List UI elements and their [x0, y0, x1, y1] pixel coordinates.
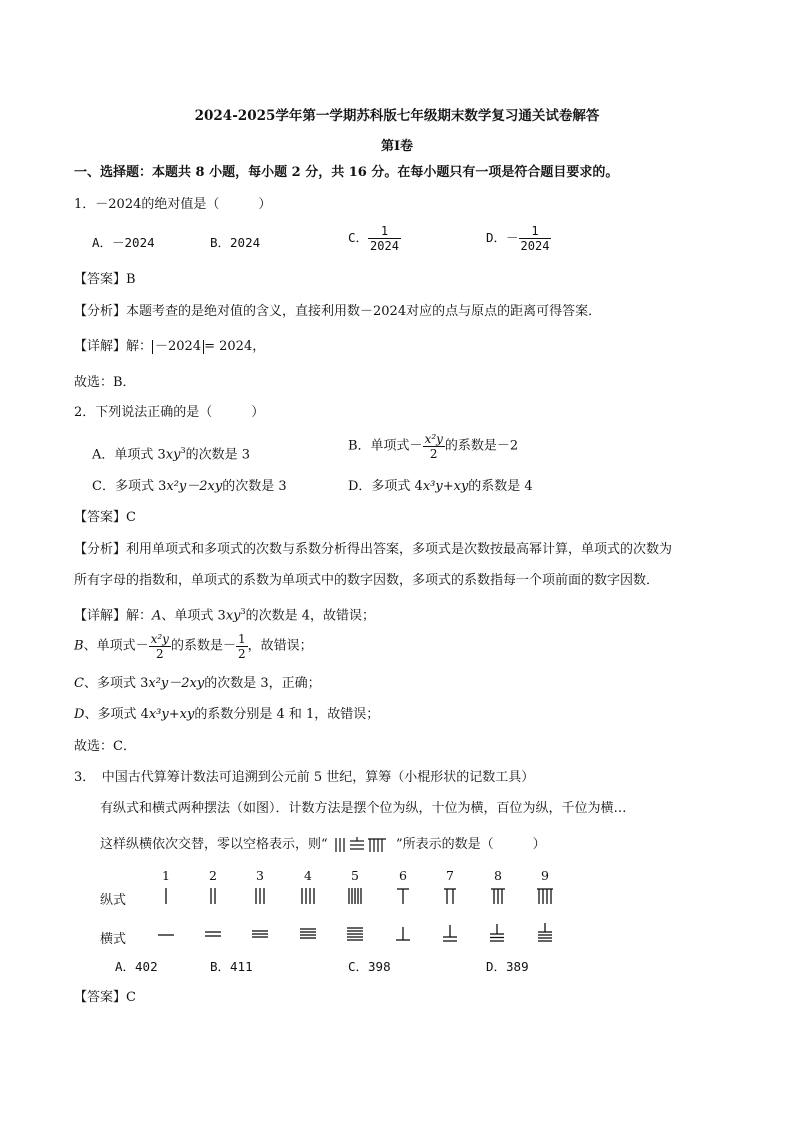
q2-option-d-expr: x³y+xy — [422, 479, 469, 494]
page-subtitle: 第Ⅰ卷 — [380, 139, 414, 154]
q1-option-c — [348, 224, 401, 253]
q2-detail-d-letter: D — [74, 707, 85, 722]
q2-detail-b-post: ，故错误； — [247, 638, 313, 654]
q1-option-d — [486, 224, 551, 253]
horizontal-rod-glyphs — [0, 922, 794, 952]
q2-option-d — [348, 478, 533, 496]
q2-option-b-pre: B．单项式－ — [348, 438, 423, 454]
fraction-numerator: x²y — [424, 432, 443, 446]
q3-stem-line2: 有纵式和横式两种摆法（如图）．计数方法是摆个位为纵，十位为横，百位为纵，千位为横… — [100, 801, 627, 816]
q2-stem: 2．下列说法正确的是（ ） — [74, 405, 265, 420]
q2-analysis-line1: 【分析】利用单项式和多项式的次数与系数分析得出答案，多项式是次数按最高幂计算，单项式的次数为 — [74, 542, 673, 557]
q1-option-c-prefix: C． — [348, 230, 369, 245]
q1-option-b: B．2024 — [210, 235, 261, 250]
q2-detail-c-letter: C — [74, 676, 84, 691]
q2-detail-a-var: xy — [225, 608, 241, 624]
q2-detail-c-mid: 、多项式 3 — [83, 676, 149, 691]
q2-detail-a-post: 的次数是 4，故错误； — [245, 608, 375, 624]
q2-detail-b-mid: 、单项式－ — [83, 638, 149, 654]
q2-choose: 故选：C． — [74, 739, 136, 754]
q3-option-d: D．389 — [486, 959, 529, 974]
q2-detail-c-expr: x²y－2xy — [148, 676, 205, 691]
table-header-number: 1 — [162, 868, 170, 883]
q2-option-a-pre: A．单项式 3 — [92, 447, 166, 463]
q2-option-b — [348, 432, 518, 461]
q2-option-c-expr: x²y－2xy — [166, 479, 223, 494]
q2-option-a-exp: 3 — [180, 446, 186, 455]
fraction-numerator: x²y — [150, 632, 169, 646]
q2-detail-c-post: 的次数是 3，正确； — [204, 676, 321, 691]
page-title: 2024-2025学年第一学期苏科版七年级期末数学复习通关试卷解答 — [194, 108, 600, 124]
q2-detail-a — [74, 603, 375, 625]
vertical-rod-glyphs — [0, 884, 794, 914]
q3-stem-line3 — [100, 836, 546, 854]
q2-option-c — [92, 478, 287, 496]
q1-detail-prefix: 【详解】解： — [74, 339, 153, 354]
q1-answer: 【答案】B — [74, 272, 136, 287]
table-header-number: 9 — [541, 868, 549, 883]
q2-detail-d-expr: x³y+xy — [148, 707, 195, 722]
q2-detail-b-fraction2 — [236, 632, 248, 661]
rod-numeral-icon — [332, 837, 392, 853]
q2-option-c-post: 的次数是 3 — [222, 479, 287, 494]
fraction-numerator: 1 — [531, 224, 539, 238]
table-header-number: 6 — [399, 868, 407, 883]
fraction-denominator: 2 — [423, 446, 445, 461]
q2-detail-a-exp: 3 — [240, 607, 246, 616]
q1-stem: 1．－2024的绝对值是（ ） — [74, 197, 272, 212]
q2-option-b-post: 的系数是－2 — [444, 438, 519, 454]
q2-detail-d — [74, 706, 379, 724]
fraction-denominator: 2024 — [370, 239, 399, 253]
q1-detail-suffix: = 2024， — [204, 339, 266, 354]
q2-option-d-post: 的系数是 4 — [468, 479, 533, 494]
fraction-denominator: 2 — [237, 647, 246, 661]
table-header-number: 2 — [209, 868, 217, 883]
q2-detail-b — [74, 632, 313, 661]
q2-option-a-var: xy — [165, 447, 181, 463]
q1-choose: 故选：B． — [74, 375, 136, 390]
q2-answer: 【答案】C — [74, 510, 136, 525]
q2-option-a-post: 的次数是 3 — [185, 447, 250, 463]
q2-detail-b-mid2: 的系数是－ — [170, 638, 236, 654]
q3-option-a: A．402 — [115, 959, 158, 974]
q3-answer: 【答案】C — [74, 990, 136, 1005]
absolute-value: －2024 — [152, 340, 204, 354]
table-header-number: 5 — [351, 868, 359, 883]
q2-detail-a-letter: A — [152, 608, 162, 624]
q1-option-d-fraction — [519, 224, 552, 253]
q2-detail-b-letter: B — [74, 638, 84, 654]
q3-option-b: B．411 — [210, 959, 253, 974]
q1-option-c-fraction — [368, 224, 401, 253]
q1-analysis: 【分析】本题考查的是绝对值的含义，直接利用数－2024对应的点与原点的距离可得答案． — [74, 304, 602, 319]
q2-analysis-line2: 所有字母的指数和，单项式的系数为单项式中的数字因数，多项式的系数指每一个项前面的数字因数． — [74, 573, 660, 588]
q2-option-d-pre: D．多项式 4 — [348, 479, 423, 494]
q1-option-a: A．－2024 — [92, 235, 155, 250]
fraction-denominator: 2024 — [520, 239, 550, 253]
fraction-denominator: 2 — [149, 646, 171, 661]
q2-detail-d-mid: 、多项式 4 — [84, 707, 149, 722]
row-label-vertical: 纵式 — [100, 893, 127, 908]
table-header-number: 4 — [304, 868, 312, 883]
q1-detail — [74, 338, 265, 356]
q2-detail-a-pre: 【详解】解： — [74, 608, 153, 624]
table-header-number: 3 — [256, 868, 264, 883]
q2-option-b-fraction — [423, 432, 445, 461]
q2-detail-d-post: 的系数分别是 4 和 1，故错误； — [194, 707, 380, 722]
q3-stem-line3-pre: 这样纵横依次交替，零以空格表示，则“ — [100, 837, 328, 852]
q2-option-a — [92, 442, 250, 464]
q2-detail-c — [74, 675, 321, 693]
q3-option-c: C．398 — [348, 959, 391, 974]
section-heading: 一、选择题：本题共 8 小题，每小题 2 分，共 16 分。在每小题只有一项是符合题目要求的。 — [74, 165, 619, 180]
q3-stem-line1: 3． 中国古代算筹计数法可追溯到公元前 5 世纪，算筹（小棍形状的记数工具） — [74, 770, 535, 785]
table-header-number: 8 — [494, 868, 502, 883]
q1-option-d-prefix: D．－ — [486, 230, 519, 245]
q2-detail-b-fraction — [149, 632, 171, 661]
row-label-horizontal: 横式 — [100, 932, 127, 947]
q2-detail-a-mid: 、单项式 3 — [161, 608, 226, 624]
q3-stem-line3-post: ”所表示的数是（ ） — [395, 837, 546, 852]
table-header-number: 7 — [446, 868, 454, 883]
q2-option-c-pre: C．多项式 3 — [92, 479, 167, 494]
fraction-numerator: 1 — [237, 632, 246, 646]
fraction-numerator: 1 — [380, 224, 389, 238]
